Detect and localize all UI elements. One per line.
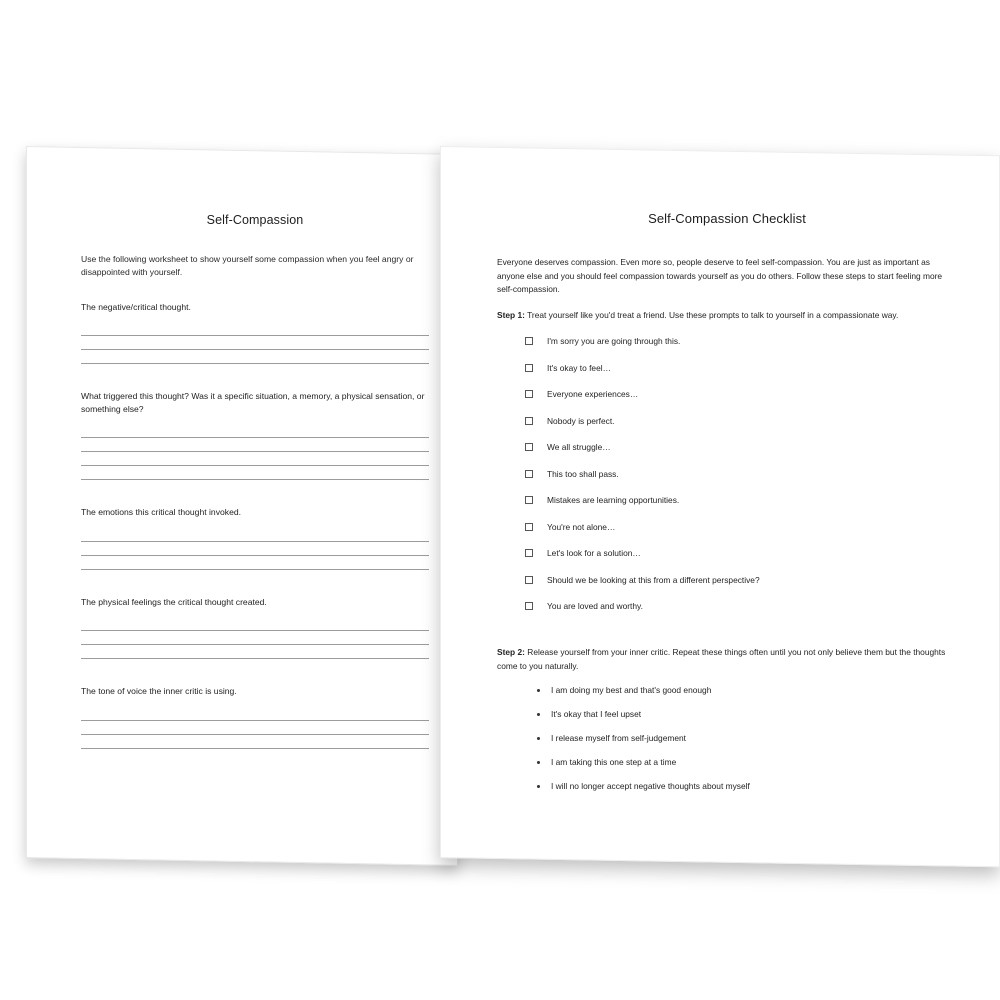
answer-lines[interactable] bbox=[81, 617, 429, 659]
checklist-label: Should we be looking at this from a different perspective? bbox=[547, 574, 760, 585]
worksheet-page-left bbox=[26, 146, 458, 866]
step-1-instruction bbox=[497, 309, 957, 323]
checklist-label: You are loved and worthy. bbox=[547, 601, 643, 612]
answer-line[interactable] bbox=[81, 645, 429, 659]
checkbox-icon[interactable] bbox=[525, 549, 533, 557]
checklist-label: Nobody is perfect. bbox=[547, 415, 615, 426]
section-prompt: The physical feelings the critical thought created. bbox=[81, 596, 267, 607]
answer-lines[interactable] bbox=[81, 528, 429, 570]
step-2-text: Release yourself from your inner critic. Repeat these things often until you not only believe them but the thoughts come to you naturally. bbox=[497, 646, 946, 671]
checklist-label: I'm sorry you are going through this. bbox=[547, 336, 681, 347]
step-2-instruction bbox=[497, 646, 957, 673]
section-prompt: What triggered this thought? Was it a specific situation, a memory, a physical sensation, or something else? bbox=[81, 391, 425, 414]
answer-line[interactable] bbox=[81, 466, 429, 480]
answer-line[interactable] bbox=[81, 336, 429, 350]
answer-line[interactable] bbox=[81, 617, 429, 631]
compassion-checklist bbox=[497, 336, 957, 611]
list-item[interactable] bbox=[525, 522, 957, 532]
list-item[interactable] bbox=[525, 363, 957, 373]
section-prompt: The emotions this critical thought invoked. bbox=[81, 507, 242, 518]
list-item[interactable] bbox=[525, 389, 957, 399]
answer-line[interactable] bbox=[81, 735, 429, 749]
checklist-label: Let's look for a solution… bbox=[547, 548, 641, 559]
list-item[interactable] bbox=[525, 469, 957, 479]
checkbox-icon[interactable] bbox=[525, 337, 533, 345]
answer-line[interactable] bbox=[81, 322, 429, 336]
answer-line[interactable] bbox=[81, 721, 429, 735]
checklist-label: It's okay to feel… bbox=[547, 362, 611, 373]
answer-line[interactable] bbox=[81, 528, 429, 542]
checklist-label: This too shall pass. bbox=[547, 468, 619, 479]
list-item: It's okay that I feel upset bbox=[537, 709, 957, 719]
worksheet-section bbox=[81, 301, 429, 364]
spacer bbox=[497, 628, 957, 646]
worksheet-page-right bbox=[440, 146, 1000, 867]
worksheet-section bbox=[81, 390, 429, 480]
answer-line[interactable] bbox=[81, 707, 429, 721]
checklist-label: Everyone experiences… bbox=[547, 389, 639, 400]
list-item[interactable] bbox=[525, 548, 957, 558]
answer-line[interactable] bbox=[81, 542, 429, 556]
list-item[interactable] bbox=[525, 416, 957, 426]
page-title-left: Self-Compassion bbox=[206, 213, 304, 228]
list-item: I am taking this one step at a time bbox=[537, 757, 957, 767]
list-item[interactable] bbox=[525, 442, 957, 452]
step-1-text: Treat yourself like you'd treat a friend. Use these prompts to talk to yourself in a compassionate way. bbox=[524, 309, 899, 320]
checkbox-icon[interactable] bbox=[525, 443, 533, 451]
checklist-label: Mistakes are learning opportunities. bbox=[547, 495, 680, 506]
affirmation-list bbox=[497, 685, 957, 791]
checklist-label: You're not alone… bbox=[547, 521, 616, 532]
step-2-label: Step 2: bbox=[497, 646, 525, 657]
intro-text-left: Use the following worksheet to show yourself some compassion when you feel angry or disappointed with yourself. bbox=[81, 254, 414, 277]
checkbox-icon[interactable] bbox=[525, 576, 533, 584]
worksheet-section bbox=[81, 596, 429, 659]
answer-line[interactable] bbox=[81, 350, 429, 364]
answer-lines[interactable] bbox=[81, 424, 429, 480]
page-title-right: Self-Compassion Checklist bbox=[648, 211, 806, 227]
worksheet-section bbox=[81, 685, 429, 748]
list-item[interactable] bbox=[525, 336, 957, 346]
checkbox-icon[interactable] bbox=[525, 496, 533, 504]
checkbox-icon[interactable] bbox=[525, 523, 533, 531]
intro-text-right: Everyone deserves compassion. Even more so, people deserve to feel self-compassion. You are just as important as anyone else and you should feel compassion towards yourself as you do others. Follow these steps to start feeling more self-compassion. bbox=[497, 257, 943, 295]
answer-lines[interactable] bbox=[81, 707, 429, 749]
section-prompt: The negative/critical thought. bbox=[81, 301, 191, 312]
list-item[interactable] bbox=[525, 575, 957, 585]
answer-lines[interactable] bbox=[81, 322, 429, 364]
section-prompt: The tone of voice the inner critic is using. bbox=[81, 686, 237, 697]
worksheet-section bbox=[81, 506, 429, 569]
checkbox-icon[interactable] bbox=[525, 364, 533, 372]
checkbox-icon[interactable] bbox=[525, 602, 533, 610]
answer-line[interactable] bbox=[81, 452, 429, 466]
checkbox-icon[interactable] bbox=[525, 390, 533, 398]
list-item[interactable] bbox=[525, 601, 957, 611]
answer-line[interactable] bbox=[81, 438, 429, 452]
checkbox-icon[interactable] bbox=[525, 470, 533, 478]
answer-line[interactable] bbox=[81, 424, 429, 438]
list-item: I will no longer accept negative thoughts about myself bbox=[537, 781, 957, 791]
list-item[interactable] bbox=[525, 495, 957, 505]
list-item: I am doing my best and that's good enough bbox=[537, 685, 957, 695]
answer-line[interactable] bbox=[81, 556, 429, 570]
checkbox-icon[interactable] bbox=[525, 417, 533, 425]
answer-line[interactable] bbox=[81, 631, 429, 645]
step-1-label: Step 1: bbox=[497, 309, 525, 320]
list-item: I release myself from self-judgement bbox=[537, 733, 957, 743]
checklist-label: We all struggle… bbox=[547, 442, 611, 453]
